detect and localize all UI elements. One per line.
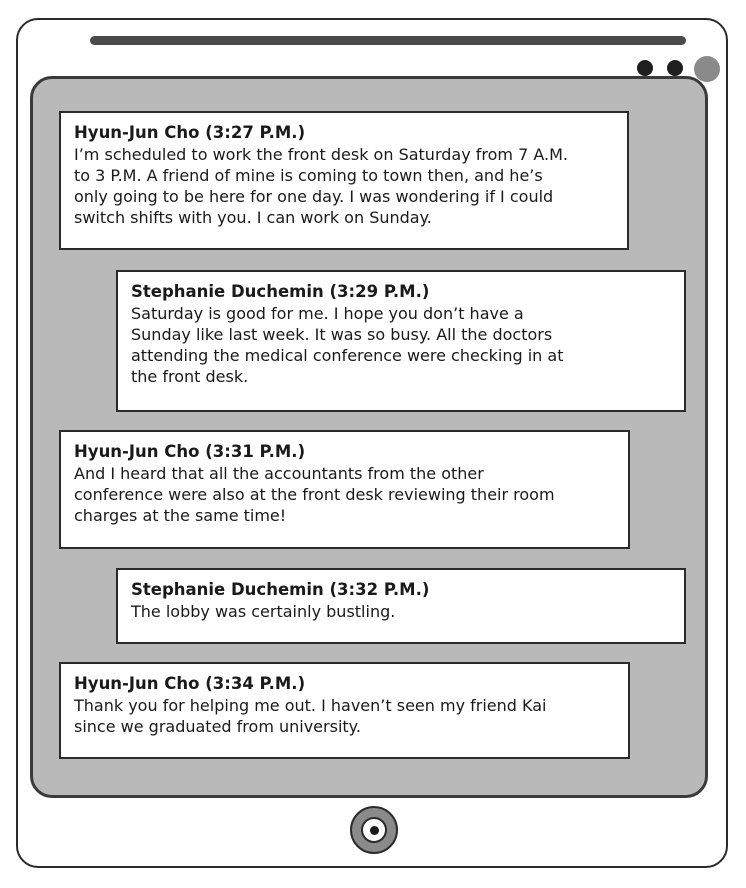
speaker-bar-icon: [90, 36, 686, 45]
message-sender: Hyun-Jun Cho (3:34 P.M.): [74, 674, 306, 693]
sensor-dot-icon: [667, 60, 683, 76]
chat-message: [59, 111, 629, 250]
message-text: And I heard that all the accountants from the other conference were also at the front desk reviewing their room charges at the same time!: [74, 464, 555, 525]
message-text: Saturday is good for me. I hope you don’t have a Sunday like last week. It was so busy. All the doctors attending the medical conference were checking in at the front desk.: [131, 304, 564, 386]
home-button-ring: [361, 817, 387, 843]
chat-message: [59, 430, 630, 549]
message-text: Thank you for helping me out. I haven’t seen my friend Kai since we graduated from university.: [74, 696, 547, 736]
camera-dot-icon: [637, 60, 653, 76]
home-button-icon[interactable]: [350, 806, 398, 854]
message-sender: Stephanie Duchemin (3:32 P.M.): [131, 580, 430, 599]
message-text: The lobby was certainly bustling.: [131, 602, 396, 621]
camera-lens-icon: [694, 56, 720, 82]
message-sender: Hyun-Jun Cho (3:31 P.M.): [74, 442, 306, 461]
chat-message: [116, 270, 686, 412]
home-button-center: [370, 826, 379, 835]
message-text: I’m scheduled to work the front desk on Saturday from 7 A.M. to 3 P.M. A friend of mine is coming to town then, and he’s only going to be here for one day. I was wondering if I could switch shifts with you. I can work on Sunday.: [74, 145, 568, 227]
message-sender: Hyun-Jun Cho (3:27 P.M.): [74, 123, 306, 142]
message-sender: Stephanie Duchemin (3:29 P.M.): [131, 282, 430, 301]
chat-message: [59, 662, 630, 759]
chat-message: [116, 568, 686, 644]
